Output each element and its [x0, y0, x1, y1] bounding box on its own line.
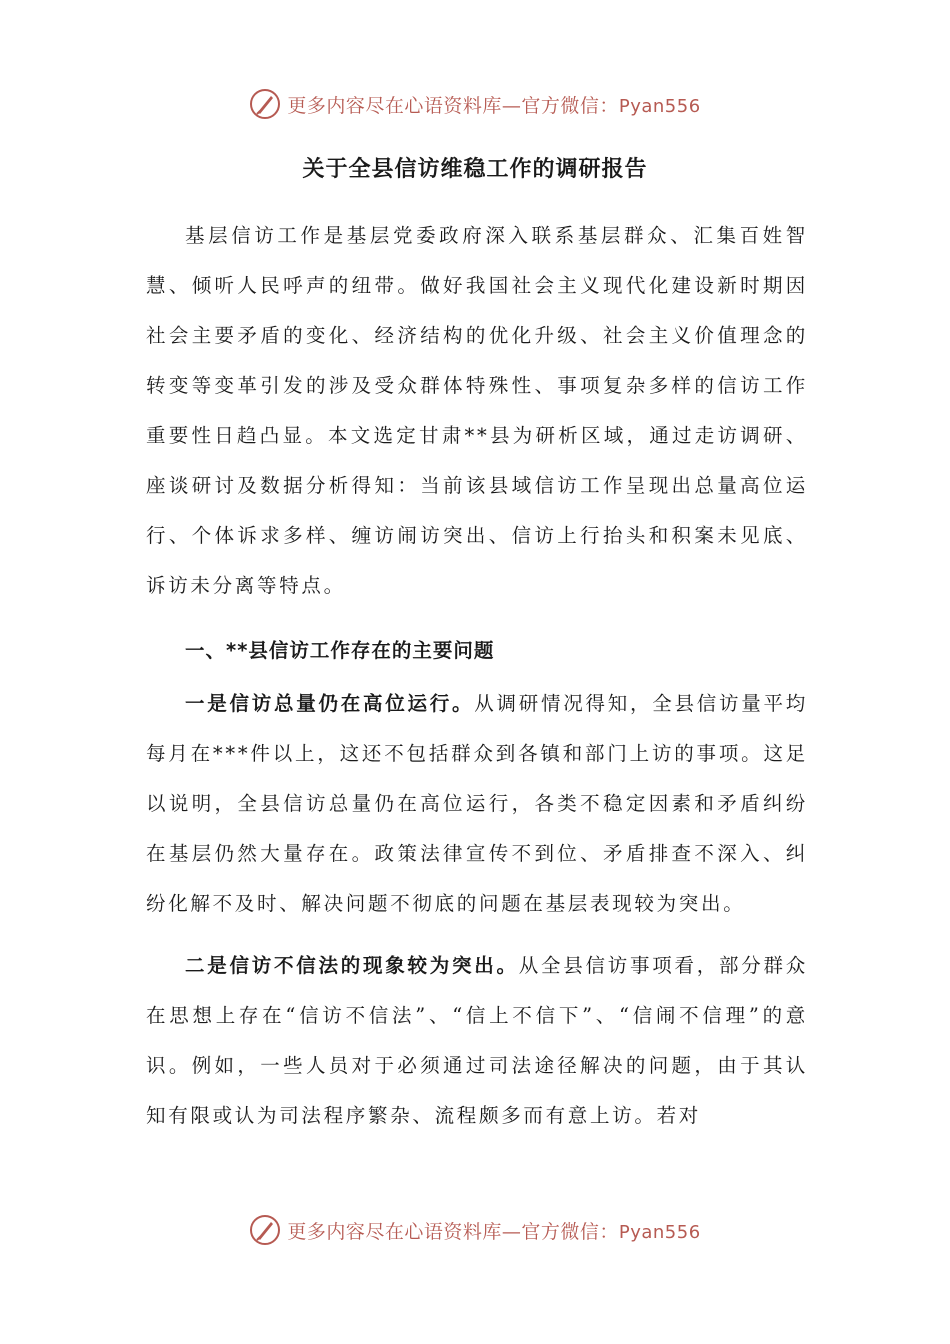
intro-paragraph: 基层信访工作是基层党委政府深入联系基层群众、汇集百姓智慧、倾听人民呼声的纽带。做好我国社会主义现代化建设新时期因社会主要矛盾的变化、经济结构的优化升级、社会主义价值理念的转变等变革引发的涉及受众群体特殊性、事项复杂多样的信访工作重要性日趋凸显。本文选定甘肃**县为研析区域，通过走访调研、座谈研讨及数据分析得知：当前该县域信访工作呈现出总量高位运行、个体诉求多样、缠访闹访突出、信访上行抬头和积案未见底、诉访未分离等特点。 [146, 224, 808, 597]
item-2-lead: 二是信访不信法的现象较为突出。 [185, 954, 519, 977]
document-title: 关于全县信访维稳工作的调研报告 [302, 157, 648, 182]
watermark-text: 更多内容尽在心语资料库—官方微信：Pyan556 [287, 94, 701, 117]
quill-logo-icon [249, 1214, 281, 1246]
section-heading: 一、**县信访工作存在的主要问题 [185, 639, 495, 662]
document-body [146, 211, 808, 1141]
quill-logo-icon [249, 88, 281, 120]
item-1-body: 从调研情况得知，全县信访量平均每月在***件以上，这还不包括群众到各镇和部门上访的事项。这足以说明，全县信访总量仍在高位运行，各类不稳定因素和矛盾纠纷在基层仍然大量存在。政策法律宣传不到位、矛盾排查不深入、纠纷化解不及时、解决问题不彻底的问题在基层表现较为突出。 [146, 692, 808, 915]
wechat-id: Pyan556 [618, 95, 701, 117]
item-2-paragraph [146, 941, 808, 1141]
watermark-banner-bottom [0, 1210, 950, 1250]
watermark-banner-top [0, 84, 950, 124]
item-2-body: 从全县信访事项看，部分群众在思想上存在“信访不信法”、“信上不信下”、“信闹不信理”的意识。例如，一些人员对于必须通过司法途径解决的问题，由于其认知有限或认为司法程序繁杂、流程颇多而有意上访。若对 [146, 954, 808, 1127]
wechat-id: Pyan556 [618, 1221, 701, 1243]
item-1-paragraph [146, 679, 808, 929]
watermark-text: 更多内容尽在心语资料库—官方微信：Pyan556 [287, 1220, 701, 1243]
item-1-lead: 一是信访总量仍在高位运行。 [185, 692, 475, 715]
